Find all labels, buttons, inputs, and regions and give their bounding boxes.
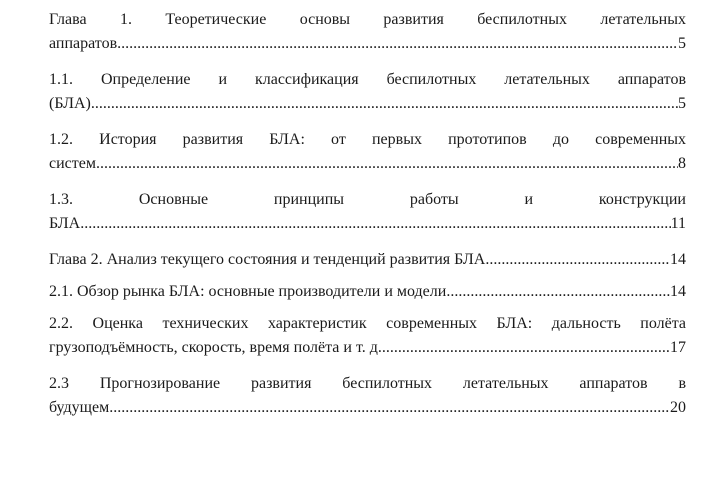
toc-entry-title-line: 2.2. Оценка технических характеристик современных БЛА: дальность полёта xyxy=(49,315,686,332)
page-number: 8 xyxy=(678,155,686,172)
page-number: 11 xyxy=(670,215,686,232)
toc-entry-title-continuation: грузоподъёмность, скорость, время полёта и т. д xyxy=(49,339,378,356)
dot-leader xyxy=(117,32,678,56)
page-number: 5 xyxy=(678,35,686,52)
toc-entry-title-line: 2.3 Прогнозирование развития беспилотных летательных аппаратов в xyxy=(49,375,686,392)
toc-entry-title-line: 1.2. История развития БЛА: от первых прототипов до современных xyxy=(49,131,686,148)
toc-entry-title-continuation: (БЛА) xyxy=(49,95,91,112)
table-of-contents xyxy=(49,8,686,432)
toc-entry-title-continuation: систем xyxy=(49,155,96,172)
dot-leader xyxy=(109,396,670,420)
toc-entry-section-1-1[interactable] xyxy=(49,68,686,116)
toc-entry-title-continuation: будущем xyxy=(49,399,110,416)
toc-entry-title-continuation: БЛА xyxy=(49,215,81,232)
toc-entry-section-1-3[interactable] xyxy=(49,188,686,236)
toc-entry-title-continuation: аппаратов xyxy=(49,35,118,52)
dot-leader xyxy=(378,336,670,360)
page-number: 20 xyxy=(670,399,686,416)
page-number: 17 xyxy=(670,339,686,356)
dot-leader xyxy=(91,92,678,116)
toc-entry-title-line: 1.3. Основные принципы работы и конструкции xyxy=(49,191,686,208)
page-number: 5 xyxy=(678,95,686,112)
toc-entry-section-2-1[interactable] xyxy=(49,280,686,304)
toc-entry-title: 2.1. Обзор рынка БЛА: основные производители и модели xyxy=(49,283,447,300)
toc-entry-title-line: 1.1. Определение и классификация беспилотных летательных аппаратов xyxy=(49,71,686,88)
toc-entry-chapter-1[interactable] xyxy=(49,8,686,56)
dot-leader xyxy=(80,212,670,236)
page-number: 14 xyxy=(670,283,686,300)
dot-leader xyxy=(446,280,670,304)
dot-leader xyxy=(96,152,678,176)
toc-entry-chapter-2[interactable] xyxy=(49,248,686,272)
toc-entry-title-line: Глава 1. Теоретические основы развития беспилотных летательных xyxy=(49,11,686,28)
toc-entry-section-1-2[interactable] xyxy=(49,128,686,176)
toc-entry-section-2-2[interactable] xyxy=(49,312,686,360)
dot-leader xyxy=(485,248,670,272)
toc-entry-title: Глава 2. Анализ текущего состояния и тенденций развития БЛА xyxy=(49,251,486,268)
toc-entry-section-2-3[interactable] xyxy=(49,372,686,420)
page-number: 14 xyxy=(670,251,686,268)
